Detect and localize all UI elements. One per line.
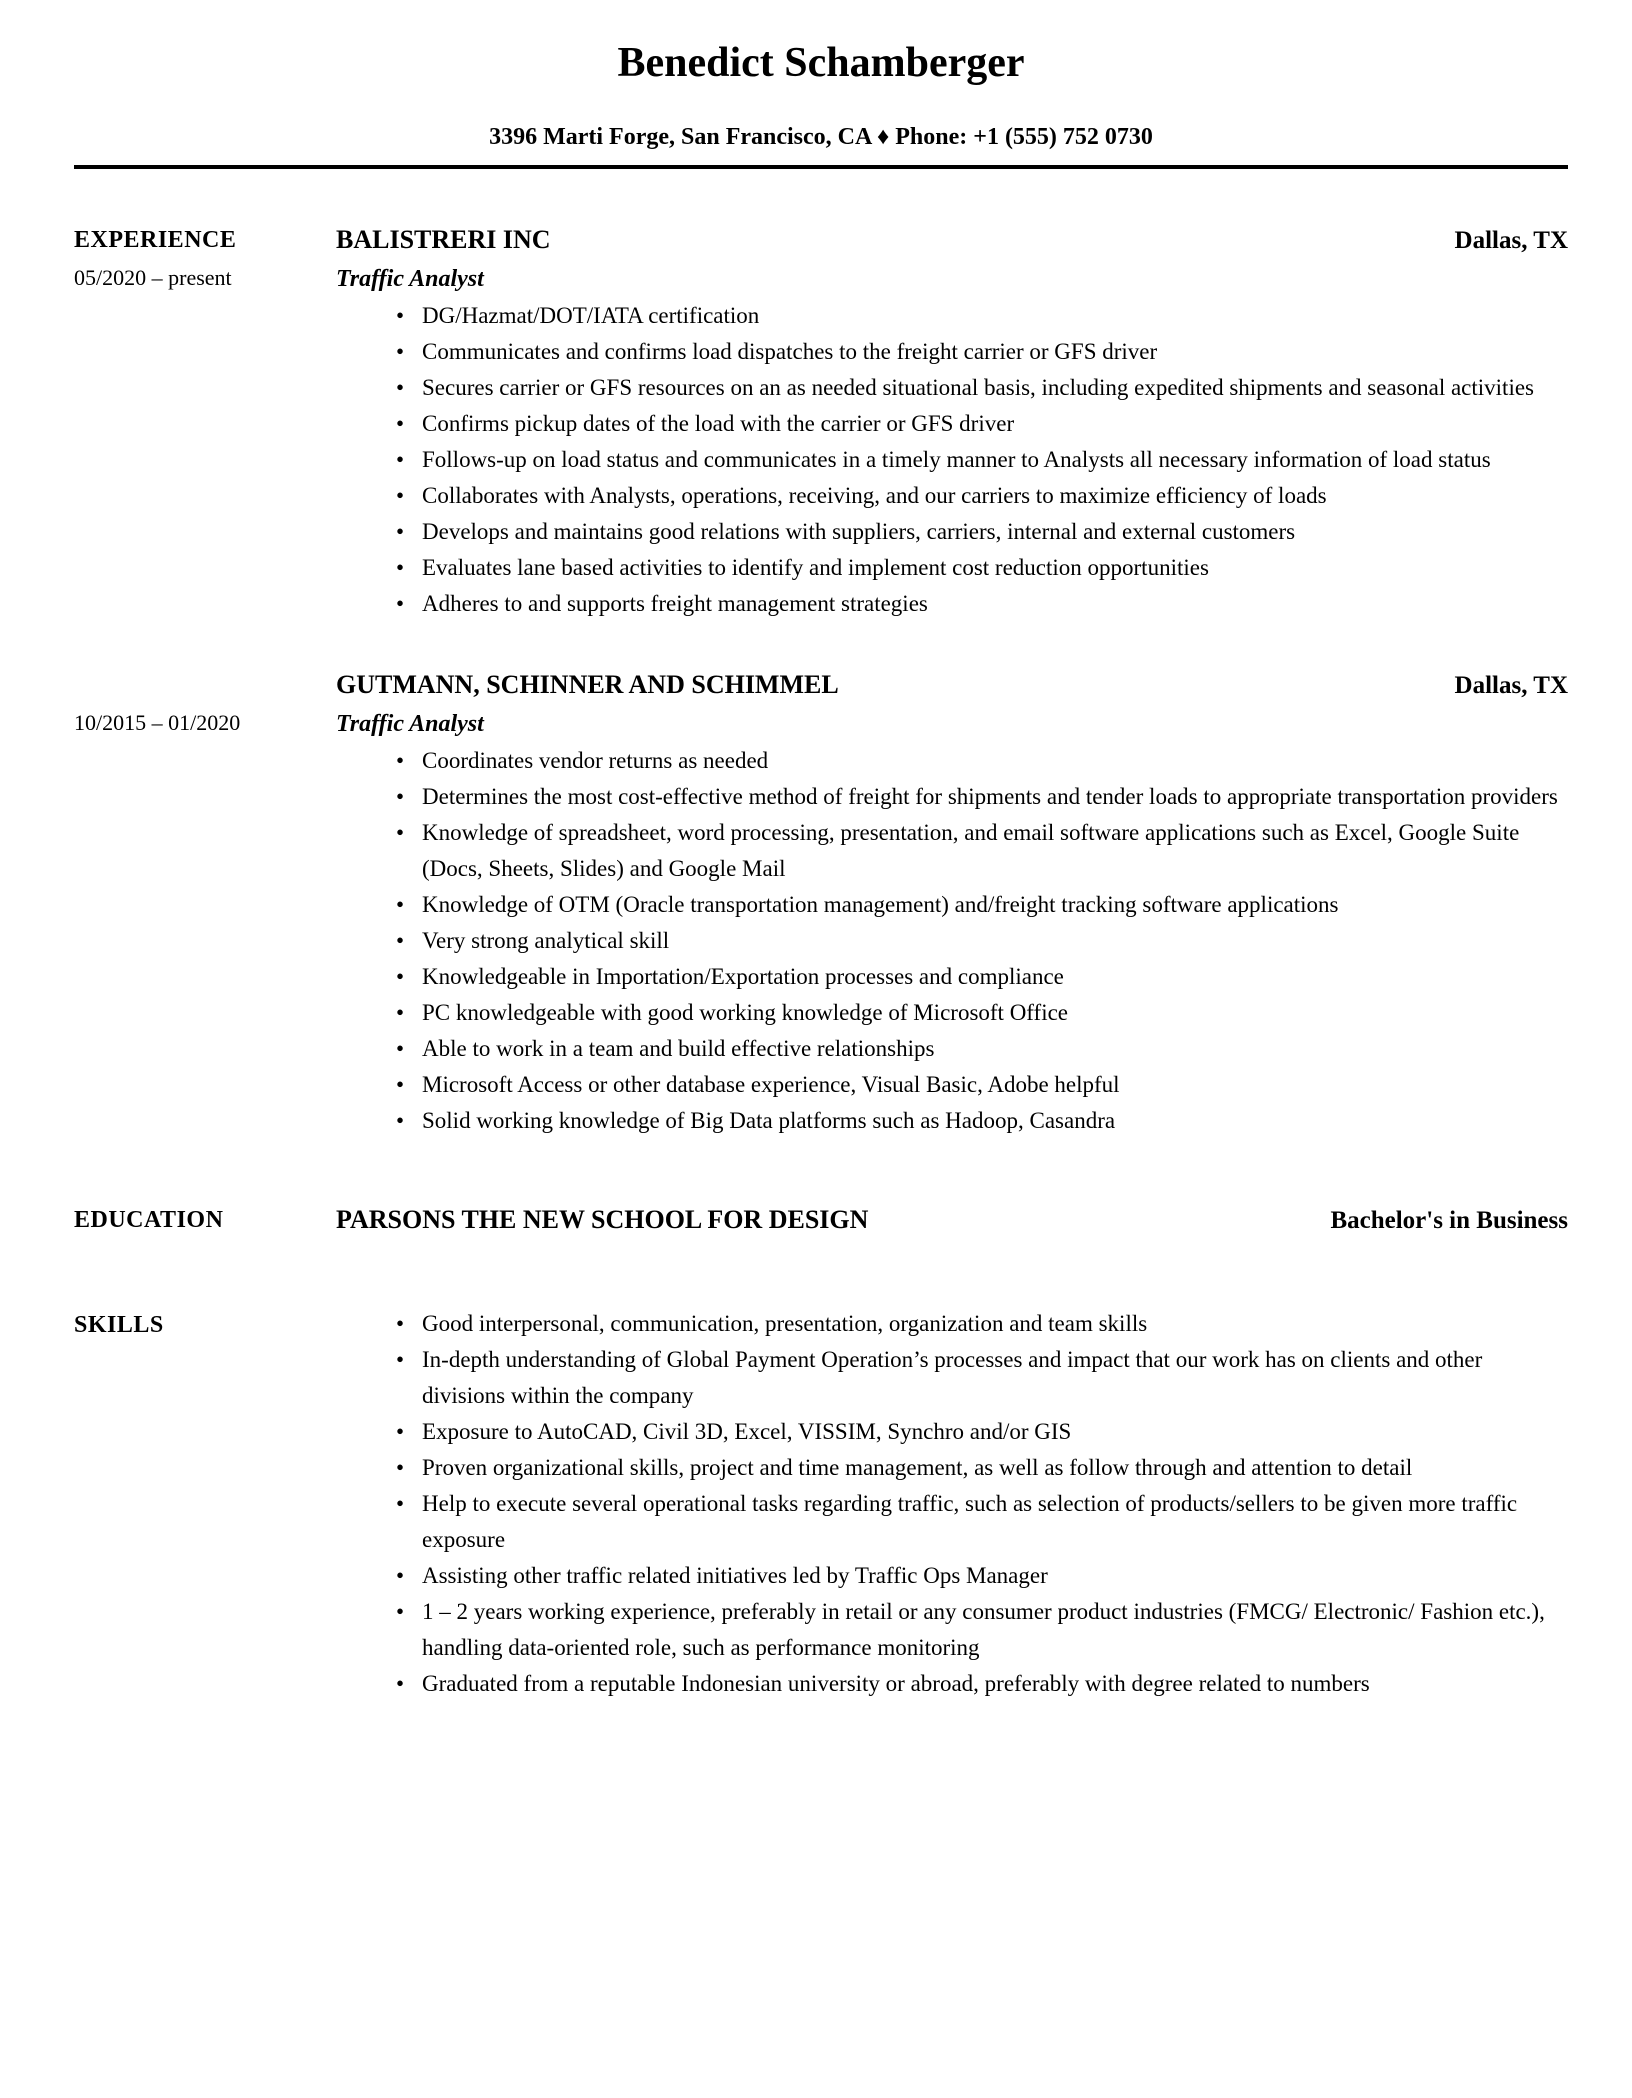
bullet-item: • In-depth understanding of Global Payment Operation’s processes and impact that our work has on clients and other divisions within the company (396, 1342, 1568, 1414)
job-1-header (336, 221, 1568, 260)
experience-section-label: EXPERIENCE (74, 227, 237, 254)
job-1-company: BALISTRERI INC (336, 225, 551, 255)
skills-row (74, 1306, 1568, 1702)
bullet-item: • Able to work in a team and build effective relationships (396, 1031, 1568, 1067)
bullet-item: • Follows-up on load status and communicates in a timely manner to Analysts all necessary information of load status (396, 442, 1568, 478)
bullet-item: • 1 – 2 years working experience, preferably in retail or any consumer product industries (FMCG/ Electronic/ Fashion etc.), handling data-oriented role, such as performance monitoring (396, 1594, 1568, 1666)
bullet-item: • Microsoft Access or other database experience, Visual Basic, Adobe helpful (396, 1067, 1568, 1103)
bullet-item: • Knowledge of spreadsheet, word processing, presentation, and email software applications such as Excel, Google Suite (Docs, Sheets, Slides) and Google Mail (396, 815, 1568, 887)
resume-header (74, 40, 1568, 169)
job-2-location: Dallas, TX (1454, 672, 1568, 700)
experience-left-col (74, 221, 336, 297)
bullet-item: • DG/Hazmat/DOT/IATA certification (396, 298, 1568, 334)
skills-block (336, 1306, 1568, 1702)
education-left-col (74, 1201, 336, 1239)
bullet-item: • Help to execute several operational tasks regarding traffic, such as selection of products/sellers to be given more traffic exposure (396, 1486, 1568, 1558)
bullet-item: • Very strong analytical skill (396, 923, 1568, 959)
bullet-item: • Collaborates with Analysts, operations, receiving, and our carriers to maximize efficiency of loads (396, 478, 1568, 514)
bullet-item: • PC knowledgeable with good working knowledge of Microsoft Office (396, 995, 1568, 1031)
job-2-header (336, 666, 1568, 705)
bullet-item: • Coordinates vendor returns as needed (396, 743, 1568, 779)
bullet-item: • Adheres to and supports freight management strategies (396, 586, 1568, 622)
job-2-bullets (336, 743, 1568, 1139)
job-2 (336, 666, 1568, 1139)
job-1-bullets (336, 298, 1568, 622)
school-name: PARSONS THE NEW SCHOOL FOR DESIGN (336, 1205, 869, 1235)
bullet-item: • Confirms pickup dates of the load with the carrier or GFS driver (396, 406, 1568, 442)
job-2-dates: 10/2015 – 01/2020 (74, 710, 241, 736)
degree: Bachelor's in Business (1330, 1207, 1568, 1235)
experience-job-1-row (74, 221, 1568, 622)
bullet-item: • Graduated from a reputable Indonesian university or abroad, preferably with degree related to numbers (396, 1666, 1568, 1702)
person-name: Benedict Schamberger (617, 40, 1025, 86)
education-line (336, 1201, 1568, 1240)
education-block (336, 1201, 1568, 1240)
education-row (74, 1201, 1568, 1240)
bullet-item: • Exposure to AutoCAD, Civil 3D, Excel, VISSIM, Synchro and/or GIS (396, 1414, 1568, 1450)
job-1-title: Traffic Analyst (336, 266, 484, 293)
skills-section-label: SKILLS (74, 1312, 164, 1339)
job-1-dates: 05/2020 – present (74, 265, 232, 291)
bullet-item: • Knowledge of OTM (Oracle transportation management) and/freight tracking software applications (396, 887, 1568, 923)
job-2-title: Traffic Analyst (336, 711, 484, 738)
bullet-item: • Secures carrier or GFS resources on an as needed situational basis, including expedited shipments and seasonal activities (396, 370, 1568, 406)
bullet-item: • Solid working knowledge of Big Data platforms such as Hadoop, Casandra (396, 1103, 1568, 1139)
job-2-company: GUTMANN, SCHINNER AND SCHIMMEL (336, 670, 839, 700)
experience-job-2-row (74, 666, 1568, 1139)
bullet-item: • Develops and maintains good relations with suppliers, carriers, internal and external customers (396, 514, 1568, 550)
bullet-item: • Evaluates lane based activities to identify and implement cost reduction opportunities (396, 550, 1568, 586)
education-section-label: EDUCATION (74, 1207, 224, 1234)
bullet-item: • Proven organizational skills, project and time management, as well as follow through and attention to detail (396, 1450, 1568, 1486)
bullet-item: • Assisting other traffic related initiatives led by Traffic Ops Manager (396, 1558, 1568, 1594)
skills-bullets (336, 1306, 1568, 1702)
bullet-item: • Communicates and confirms load dispatches to the freight carrier or GFS driver (396, 334, 1568, 370)
bullet-item: • Determines the most cost-effective method of freight for shipments and tender loads to appropriate transportation providers (396, 779, 1568, 815)
experience-left-col-2 (74, 666, 336, 742)
bullet-item: • Good interpersonal, communication, presentation, organization and team skills (396, 1306, 1568, 1342)
bullet-item: • Knowledgeable in Importation/Exportation processes and compliance (396, 959, 1568, 995)
job-1-location: Dallas, TX (1454, 227, 1568, 255)
skills-left-col (74, 1306, 336, 1344)
job-1 (336, 221, 1568, 622)
contact-line: 3396 Marti Forge, San Francisco, CA ♦ Phone: +1 (555) 752 0730 (489, 124, 1153, 151)
